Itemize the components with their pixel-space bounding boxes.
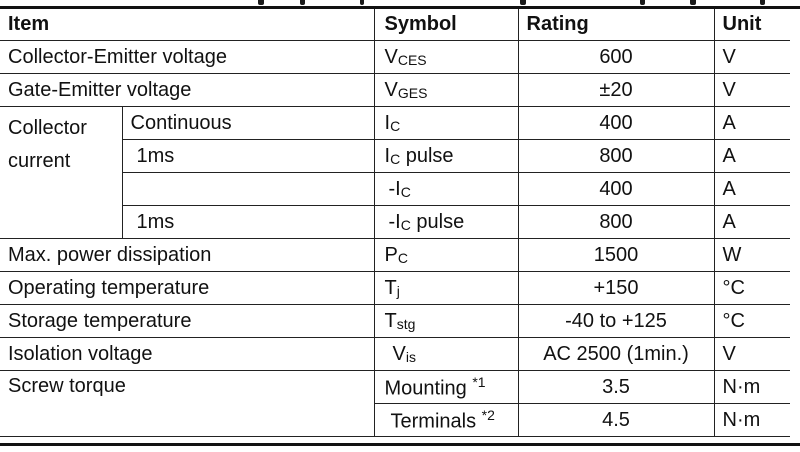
rating-cell: 800 bbox=[518, 140, 714, 173]
symbol-cell: $-I_C$ pulse bbox=[374, 206, 518, 239]
rating-cell: -40 to +125 bbox=[518, 305, 714, 338]
unit-cell: N·m bbox=[714, 371, 790, 404]
condition-cell bbox=[122, 173, 374, 206]
table-header-row bbox=[0, 9, 790, 41]
table-row bbox=[0, 272, 790, 305]
rating-cell: 4.5 bbox=[518, 404, 714, 437]
header-item: Item bbox=[0, 9, 374, 41]
header-symbol: Symbol bbox=[374, 9, 518, 41]
item-cell: Storage temperature bbox=[0, 305, 374, 338]
table-row bbox=[0, 41, 790, 74]
header-rating: Rating bbox=[518, 9, 714, 41]
unit-cell: A bbox=[714, 140, 790, 173]
symbol-cell: $T_j$ bbox=[374, 272, 518, 305]
unit-cell: V bbox=[714, 41, 790, 74]
symbol-cell: $T_{stg}$ bbox=[374, 305, 518, 338]
item-cell: Collector-Emitter voltage bbox=[0, 41, 374, 74]
header-unit: Unit bbox=[714, 9, 790, 41]
table-row bbox=[0, 305, 790, 338]
condition-cell: 1ms bbox=[122, 140, 374, 173]
symbol-cell: $-I_C$ bbox=[374, 173, 518, 206]
unit-cell: A bbox=[714, 173, 790, 206]
table-bottom-rule bbox=[0, 443, 800, 446]
unit-cell: W bbox=[714, 239, 790, 272]
table-row bbox=[0, 371, 790, 404]
condition-cell: 1ms bbox=[122, 206, 374, 239]
item-cell: Gate-Emitter voltage bbox=[0, 74, 374, 107]
unit-cell: V bbox=[714, 74, 790, 107]
rating-cell: AC 2500 (1min.) bbox=[518, 338, 714, 371]
unit-cell: °C bbox=[714, 272, 790, 305]
symbol-cell: $V_{is}$ bbox=[374, 338, 518, 371]
rating-cell: 3.5 bbox=[518, 371, 714, 404]
unit-cell: V bbox=[714, 338, 790, 371]
rating-cell: ±20 bbox=[518, 74, 714, 107]
symbol-cell: Mounting $^{*1}$ bbox=[374, 371, 518, 404]
symbol-cell: $V_{GES}$ bbox=[374, 74, 518, 107]
item-cell: Max. power dissipation bbox=[0, 239, 374, 272]
unit-cell: A bbox=[714, 206, 790, 239]
unit-cell: °C bbox=[714, 305, 790, 338]
symbol-cell: Terminals $^{*2}$ bbox=[374, 404, 518, 437]
item-cell: Isolation voltage bbox=[0, 338, 374, 371]
table-row bbox=[0, 338, 790, 371]
item-cell: Operating temperature bbox=[0, 272, 374, 305]
unit-cell: A bbox=[714, 107, 790, 140]
rating-cell: 1500 bbox=[518, 239, 714, 272]
rating-cell: 800 bbox=[518, 206, 714, 239]
condition-cell: Continuous bbox=[122, 107, 374, 140]
item-cell: Screw torque bbox=[0, 371, 374, 437]
symbol-cell: $I_C$ pulse bbox=[374, 140, 518, 173]
symbol-cell: $I_C$ bbox=[374, 107, 518, 140]
symbol-cell: $P_C$ bbox=[374, 239, 518, 272]
rating-cell: 400 bbox=[518, 107, 714, 140]
unit-cell: N·m bbox=[714, 404, 790, 437]
rating-cell: +150 bbox=[518, 272, 714, 305]
ratings-table bbox=[0, 9, 790, 437]
collector-current-label: Collector current bbox=[0, 107, 122, 239]
table-row bbox=[0, 239, 790, 272]
table-row bbox=[0, 107, 790, 140]
symbol-cell: $V_{CES}$ bbox=[374, 41, 518, 74]
rating-cell: 600 bbox=[518, 41, 714, 74]
rating-cell: 400 bbox=[518, 173, 714, 206]
table-row bbox=[0, 74, 790, 107]
